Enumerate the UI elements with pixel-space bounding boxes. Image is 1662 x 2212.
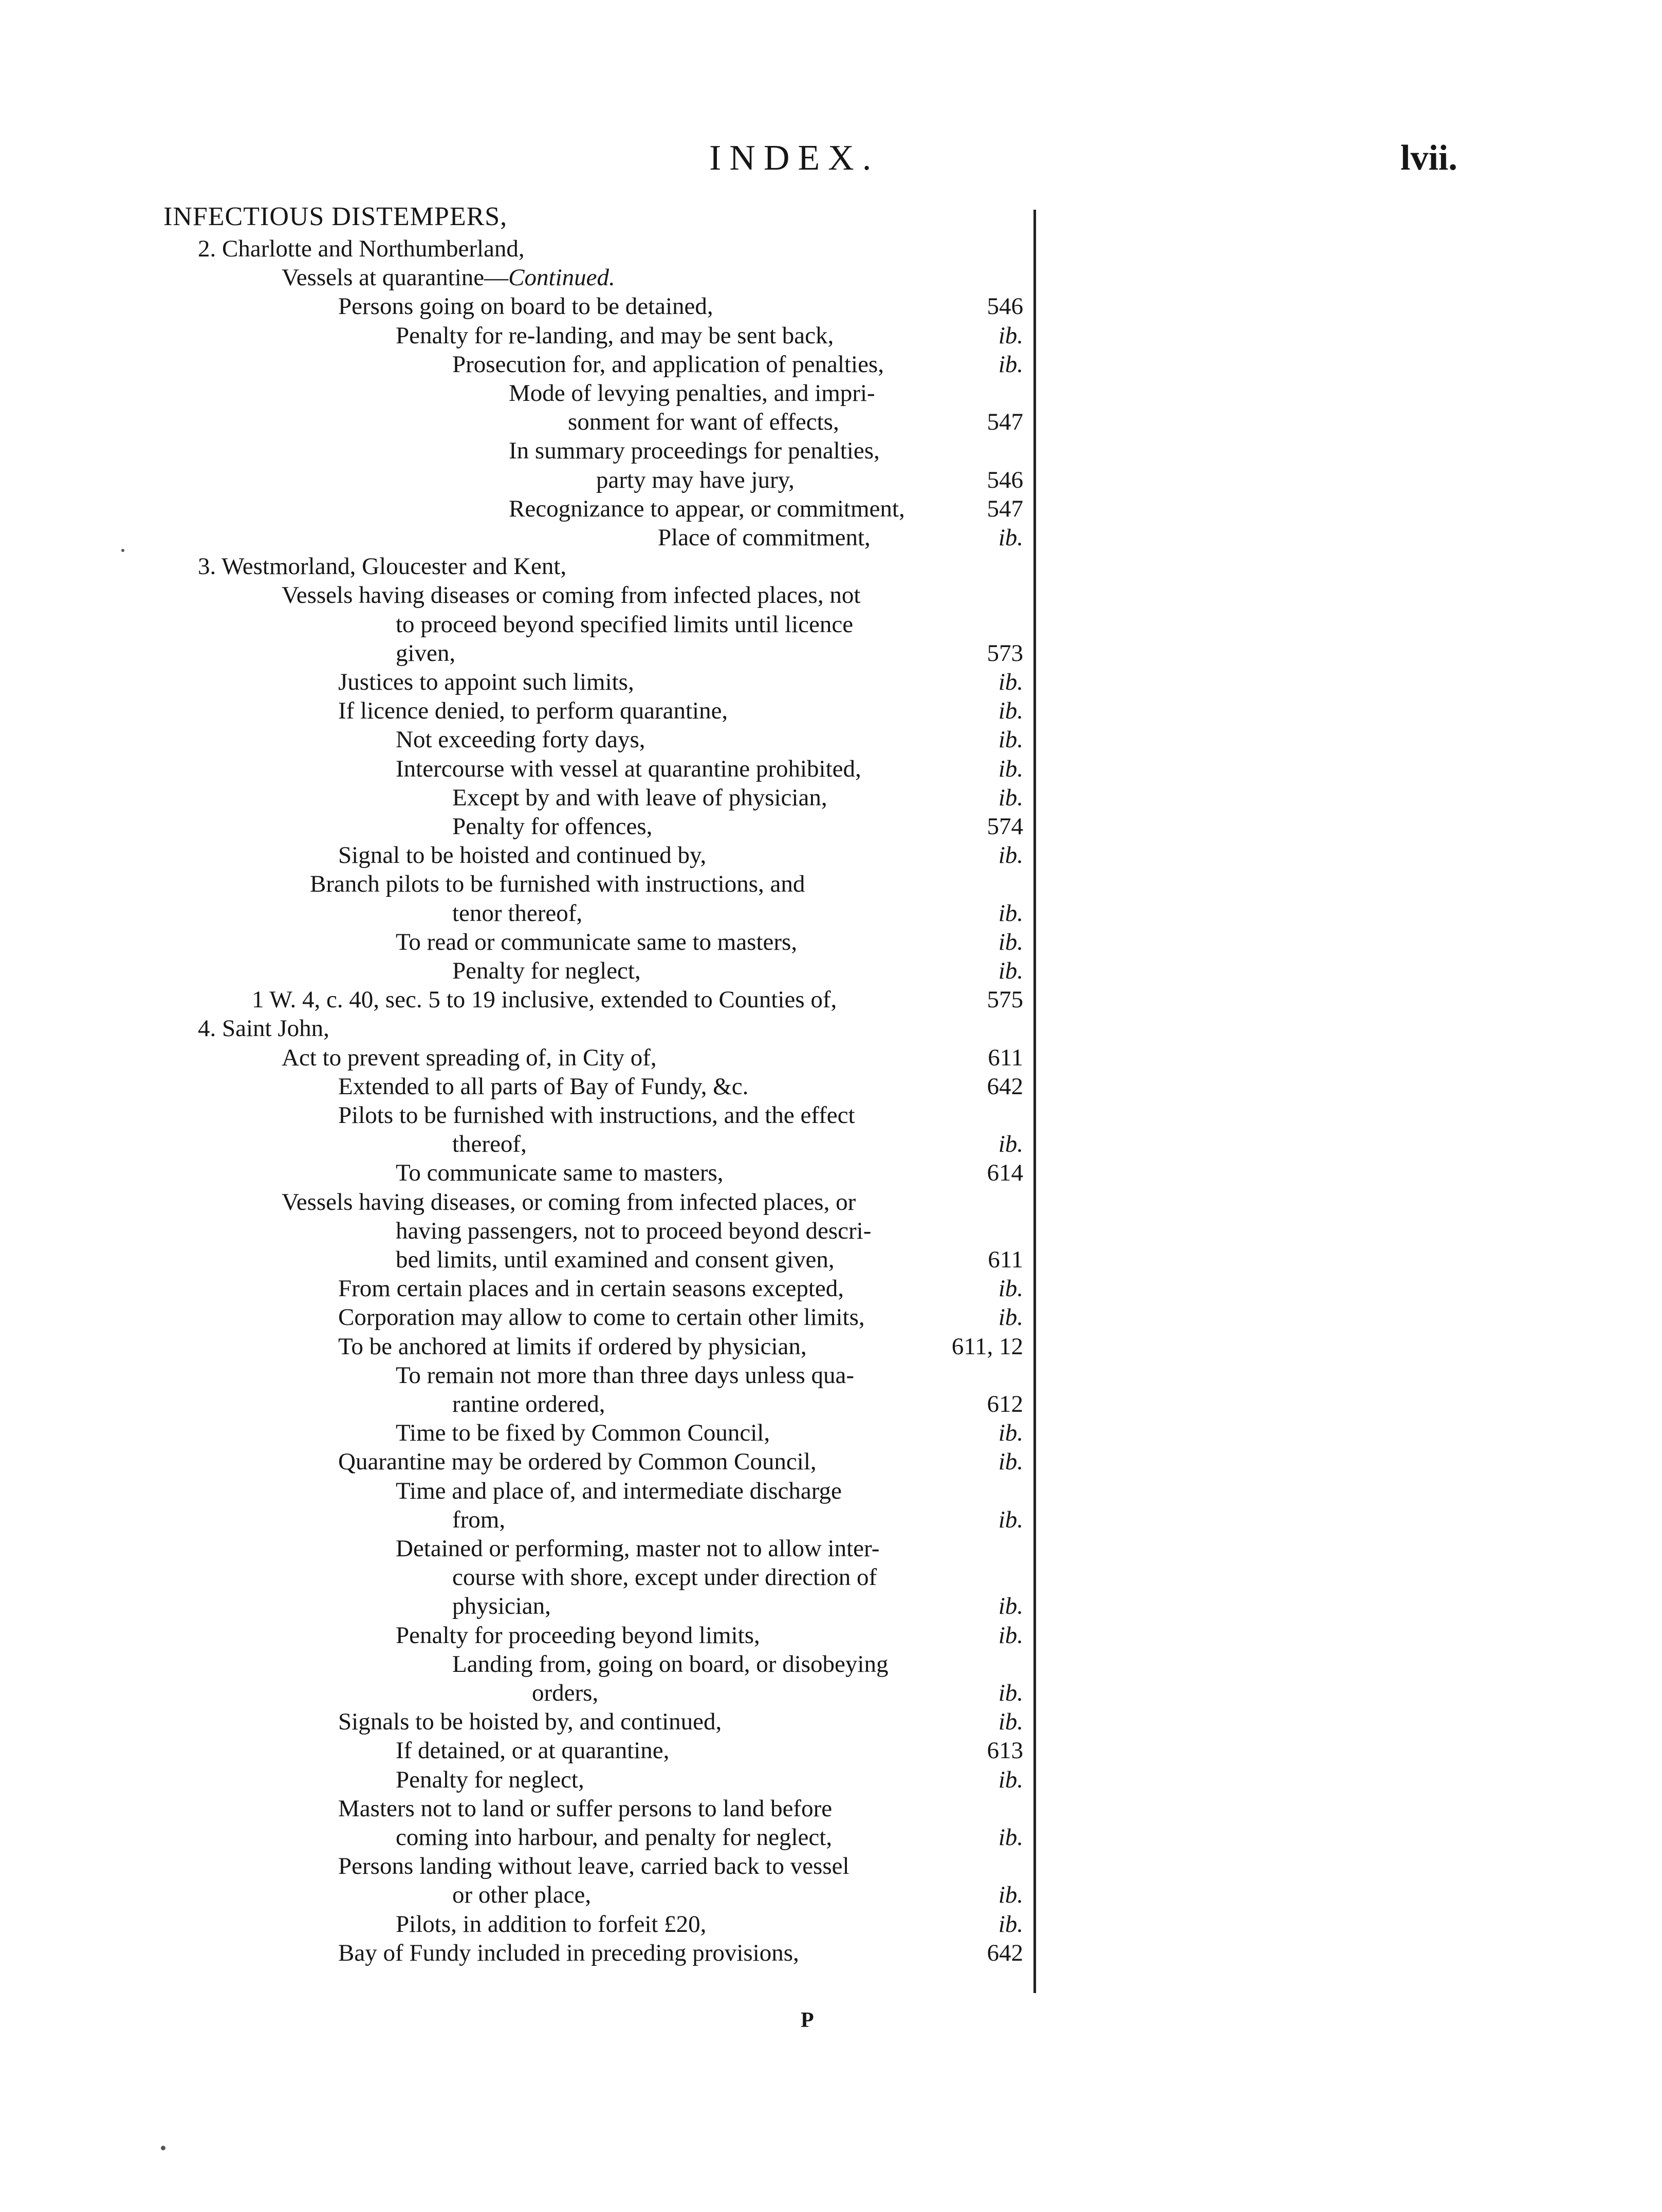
index-page-ref: 611, 12 bbox=[951, 1333, 1023, 1360]
index-entry-text: coming into harbour, and penalty for neglect, bbox=[396, 1824, 833, 1851]
index-page-ref: ib. bbox=[998, 1506, 1023, 1533]
index-entry-text: 3. Westmorland, Gloucester and Kent, bbox=[198, 553, 567, 580]
index-entry bbox=[509, 436, 880, 465]
index-page-ref: ib. bbox=[998, 697, 1023, 724]
index-entry bbox=[396, 639, 455, 668]
index-entry-text: Masters not to land or suffer persons to land before bbox=[338, 1795, 833, 1822]
index-entry-text: To read or communicate same to masters, bbox=[396, 929, 798, 955]
index-page-ref: ib. bbox=[998, 1824, 1023, 1851]
index-entry bbox=[198, 552, 566, 581]
index-entry-text: Vessels having diseases or coming from infected places, not bbox=[282, 582, 861, 609]
index-page-ref: ib. bbox=[998, 1911, 1023, 1938]
index-page-ref: ib. bbox=[998, 1448, 1023, 1475]
index-entry bbox=[338, 841, 706, 870]
paper-speck bbox=[161, 2146, 165, 2150]
index-page-ref: ib. bbox=[998, 1622, 1023, 1649]
index-entry bbox=[338, 1939, 799, 1967]
index-entry-text: Not exceeding forty days, bbox=[396, 726, 645, 753]
index-entry bbox=[338, 1072, 748, 1101]
index-entry bbox=[396, 1361, 854, 1390]
index-page-ref: 642 bbox=[987, 1940, 1023, 1966]
index-entry-text: To remain not more than three days unless qua- bbox=[396, 1362, 855, 1389]
index-entry bbox=[252, 985, 837, 1014]
index-entry bbox=[452, 899, 582, 928]
index-entry bbox=[396, 1534, 879, 1563]
index-entry-text: Time to be fixed by Common Council, bbox=[396, 1420, 770, 1446]
index-entry bbox=[396, 610, 853, 639]
index-entry bbox=[310, 870, 805, 898]
index-entry bbox=[338, 1332, 807, 1361]
index-page-ref: ib. bbox=[998, 1275, 1023, 1302]
index-entry bbox=[568, 408, 839, 436]
index-entry bbox=[396, 1245, 835, 1274]
index-entry-text: Penalty for re-landing, and may be sent back, bbox=[396, 322, 834, 349]
index-entry-text: If detained, or at quarantine, bbox=[396, 1737, 670, 1764]
index-entry-text: Landing from, going on board, or disobeying bbox=[452, 1651, 889, 1678]
index-page-ref: 611 bbox=[988, 1044, 1023, 1071]
index-entry-text: Pilots to be furnished with instructions, and the effect bbox=[338, 1102, 855, 1129]
index-page-ref: 612 bbox=[987, 1391, 1023, 1417]
index-entry-text: thereof, bbox=[452, 1131, 527, 1157]
index-entry bbox=[452, 1130, 527, 1158]
index-entry-text: Penalty for proceeding beyond limits, bbox=[396, 1622, 760, 1649]
signature-mark: P bbox=[801, 2008, 814, 2032]
index-page-ref: ib. bbox=[998, 1131, 1023, 1157]
index-entry bbox=[396, 1765, 584, 1794]
index-entry-text: Extended to all parts of Bay of Fundy, &c. bbox=[338, 1073, 749, 1100]
index-entry bbox=[452, 1592, 551, 1620]
index-page-ref: 573 bbox=[987, 640, 1023, 667]
index-entry bbox=[338, 696, 728, 725]
index-entry-text: Persons landing without leave, carried back to vessel bbox=[338, 1853, 850, 1879]
page-folio: lvii. bbox=[1400, 138, 1457, 178]
paper-speck bbox=[121, 549, 124, 552]
index-page-ref: 575 bbox=[987, 986, 1023, 1013]
index-page-ref: 547 bbox=[987, 409, 1023, 435]
index-entry-text: 2. Charlotte and Northumberland, bbox=[198, 235, 525, 262]
index-entry-text: rantine ordered, bbox=[452, 1391, 605, 1417]
index-entry-text: 1 W. 4, c. 40, sec. 5 to 19 inclusive, extended to Counties of, bbox=[252, 986, 837, 1013]
index-entry bbox=[338, 1794, 832, 1823]
index-entry-text: To be anchored at limits if ordered by physician, bbox=[338, 1333, 807, 1360]
index-entry-text: Persons going on board to be detained, bbox=[338, 293, 713, 320]
index-entry bbox=[452, 812, 652, 841]
index-entry bbox=[198, 1014, 329, 1043]
index-entry-text: Bay of Fundy included in preceding provisions, bbox=[338, 1940, 799, 1966]
index-entry-text: Corporation may allow to come to certain other limits, bbox=[338, 1304, 865, 1331]
index-entry-text: bed limits, until examined and consent given, bbox=[396, 1246, 835, 1273]
index-page-ref: 611 bbox=[988, 1246, 1023, 1273]
index-page-ref: 574 bbox=[987, 813, 1023, 840]
index-entry bbox=[396, 1621, 760, 1650]
index-entry-text: having passengers, not to proceed beyond descri- bbox=[396, 1218, 872, 1244]
index-entry bbox=[282, 1043, 657, 1072]
index-entry-text: Time and place of, and intermediate discharge bbox=[396, 1478, 842, 1504]
index-entry-text: physician, bbox=[452, 1593, 551, 1619]
index-page-ref: ib. bbox=[998, 669, 1023, 695]
index-page-ref: ib. bbox=[998, 842, 1023, 869]
index-entry bbox=[338, 1303, 865, 1332]
index-entry-text: given, bbox=[396, 640, 456, 667]
index-entry-continued: Continued. bbox=[508, 264, 615, 291]
index-entry-text: Signal to be hoisted and continued by, bbox=[338, 842, 707, 869]
index-page-ref: ib. bbox=[998, 1680, 1023, 1706]
index-entry-text: If licence denied, to perform quarantine, bbox=[338, 697, 728, 724]
index-page-ref: ib. bbox=[998, 1882, 1023, 1908]
index-entry-text: to proceed beyond specified limits until licence bbox=[396, 611, 854, 638]
index-entry-text: In summary proceedings for penalties, bbox=[509, 437, 880, 464]
index-entry-text: Branch pilots to be furnished with instructions, and bbox=[310, 871, 805, 897]
index-page-ref: ib. bbox=[998, 900, 1023, 927]
index-page-ref: ib. bbox=[998, 929, 1023, 955]
index-page-ref: ib. bbox=[998, 524, 1023, 551]
index-entry-text: 4. Saint John, bbox=[198, 1015, 329, 1042]
index-page-ref: ib. bbox=[998, 1593, 1023, 1619]
index-entry bbox=[452, 1881, 591, 1909]
index-entry bbox=[452, 783, 827, 812]
index-entry-text: Prosecution for, and application of penalties, bbox=[452, 351, 884, 378]
index-entry bbox=[509, 379, 875, 408]
running-title: INDEX. bbox=[709, 138, 880, 178]
index-entry bbox=[452, 1563, 877, 1592]
index-entry bbox=[396, 754, 861, 783]
index-entry-text: Detained or performing, master not to allow inter- bbox=[396, 1535, 880, 1562]
index-entry bbox=[338, 1447, 817, 1476]
index-entry-text: tenor thereof, bbox=[452, 900, 583, 927]
index-entry-text: Intercourse with vessel at quarantine prohibited, bbox=[396, 755, 861, 782]
index-entry-text: Signals to be hoisted by, and continued, bbox=[338, 1708, 722, 1735]
index-page-ref: ib. bbox=[998, 1766, 1023, 1793]
index-entry-text: Penalty for neglect, bbox=[452, 957, 641, 984]
index-entry-text: course with shore, except under direction of bbox=[452, 1564, 877, 1591]
index-entry-text: Act to prevent spreading of, in City of, bbox=[282, 1044, 657, 1071]
index-entry bbox=[452, 350, 884, 379]
index-entry-text: To communicate same to masters, bbox=[396, 1159, 724, 1186]
index-entry bbox=[396, 928, 797, 956]
index-entry-text: Except by and with leave of physician, bbox=[452, 784, 827, 811]
index-page-ref: ib. bbox=[998, 784, 1023, 811]
index-page-ref: ib. bbox=[998, 1420, 1023, 1446]
index-entry bbox=[338, 668, 634, 696]
index-page-ref: 642 bbox=[987, 1073, 1023, 1100]
index-page-ref: ib. bbox=[998, 726, 1023, 753]
index-heading: INFECTIOUS DISTEMPERS, bbox=[163, 202, 508, 231]
index-page-ref: 547 bbox=[987, 495, 1023, 522]
index-entry bbox=[452, 1650, 888, 1679]
index-page-ref: ib. bbox=[998, 322, 1023, 349]
index-entry bbox=[396, 1477, 842, 1505]
index-entry bbox=[198, 234, 525, 263]
index-entry-text: party may have jury, bbox=[596, 467, 795, 493]
index-entry bbox=[282, 263, 615, 292]
index-entry-text: Quarantine may be ordered by Common Council, bbox=[338, 1448, 817, 1475]
index-entry bbox=[338, 1274, 844, 1303]
index-entry-text: From certain places and in certain seasons excepted, bbox=[338, 1275, 844, 1302]
index-entry bbox=[452, 956, 641, 985]
index-entry-text: or other place, bbox=[452, 1882, 592, 1908]
index-entry-text: Justices to appoint such limits, bbox=[338, 669, 634, 695]
index-entry bbox=[282, 1188, 856, 1216]
index-page-ref: ib. bbox=[998, 1708, 1023, 1735]
index-entry bbox=[396, 1418, 770, 1447]
index-entry bbox=[396, 725, 645, 754]
index-entry-text: from, bbox=[452, 1506, 506, 1533]
index-entry bbox=[596, 466, 795, 494]
index-entry-text: Penalty for neglect, bbox=[396, 1766, 584, 1793]
index-entry bbox=[396, 321, 834, 350]
index-entry-text: orders, bbox=[532, 1680, 599, 1706]
index-entry bbox=[452, 1505, 505, 1534]
index-entry bbox=[338, 1101, 855, 1130]
index-entry bbox=[282, 581, 860, 610]
index-entry bbox=[338, 1852, 850, 1881]
index-entry-text: Recognizance to appear, or commitment, bbox=[509, 495, 905, 522]
index-entry bbox=[396, 1158, 724, 1187]
index-page-ref: ib. bbox=[998, 957, 1023, 984]
index-entry-text: Pilots, in addition to forfeit £20, bbox=[396, 1911, 707, 1938]
index-page-ref: 546 bbox=[987, 293, 1023, 320]
index-entry-text: Penalty for offences, bbox=[452, 813, 653, 840]
index-entry bbox=[396, 1216, 871, 1245]
index-entry bbox=[396, 1910, 706, 1939]
index-entry bbox=[396, 1736, 669, 1765]
index-entry bbox=[532, 1679, 598, 1707]
index-entry bbox=[396, 1823, 832, 1852]
index-page-ref: 613 bbox=[987, 1737, 1023, 1764]
index-entry bbox=[509, 494, 905, 523]
index-entry bbox=[452, 1390, 605, 1418]
index-page-ref: 614 bbox=[987, 1159, 1023, 1186]
index-entry-text: sonment for want of effects, bbox=[568, 409, 839, 435]
index-page-ref: ib. bbox=[998, 351, 1023, 378]
index-entry-text: Mode of levying penalties, and impri- bbox=[509, 380, 875, 407]
index-page-ref: 546 bbox=[987, 467, 1023, 493]
index-page-ref: ib. bbox=[998, 1304, 1023, 1331]
index-entry-text: Vessels having diseases, or coming from infected places, or bbox=[282, 1189, 856, 1215]
index-entry bbox=[338, 1707, 722, 1736]
index-entry bbox=[658, 523, 871, 552]
index-entry-text: Place of commitment, bbox=[658, 524, 871, 551]
index-page-ref: ib. bbox=[998, 755, 1023, 782]
index-entry bbox=[338, 292, 713, 321]
index-entry-text: Vessels at quarantine— bbox=[282, 264, 509, 291]
